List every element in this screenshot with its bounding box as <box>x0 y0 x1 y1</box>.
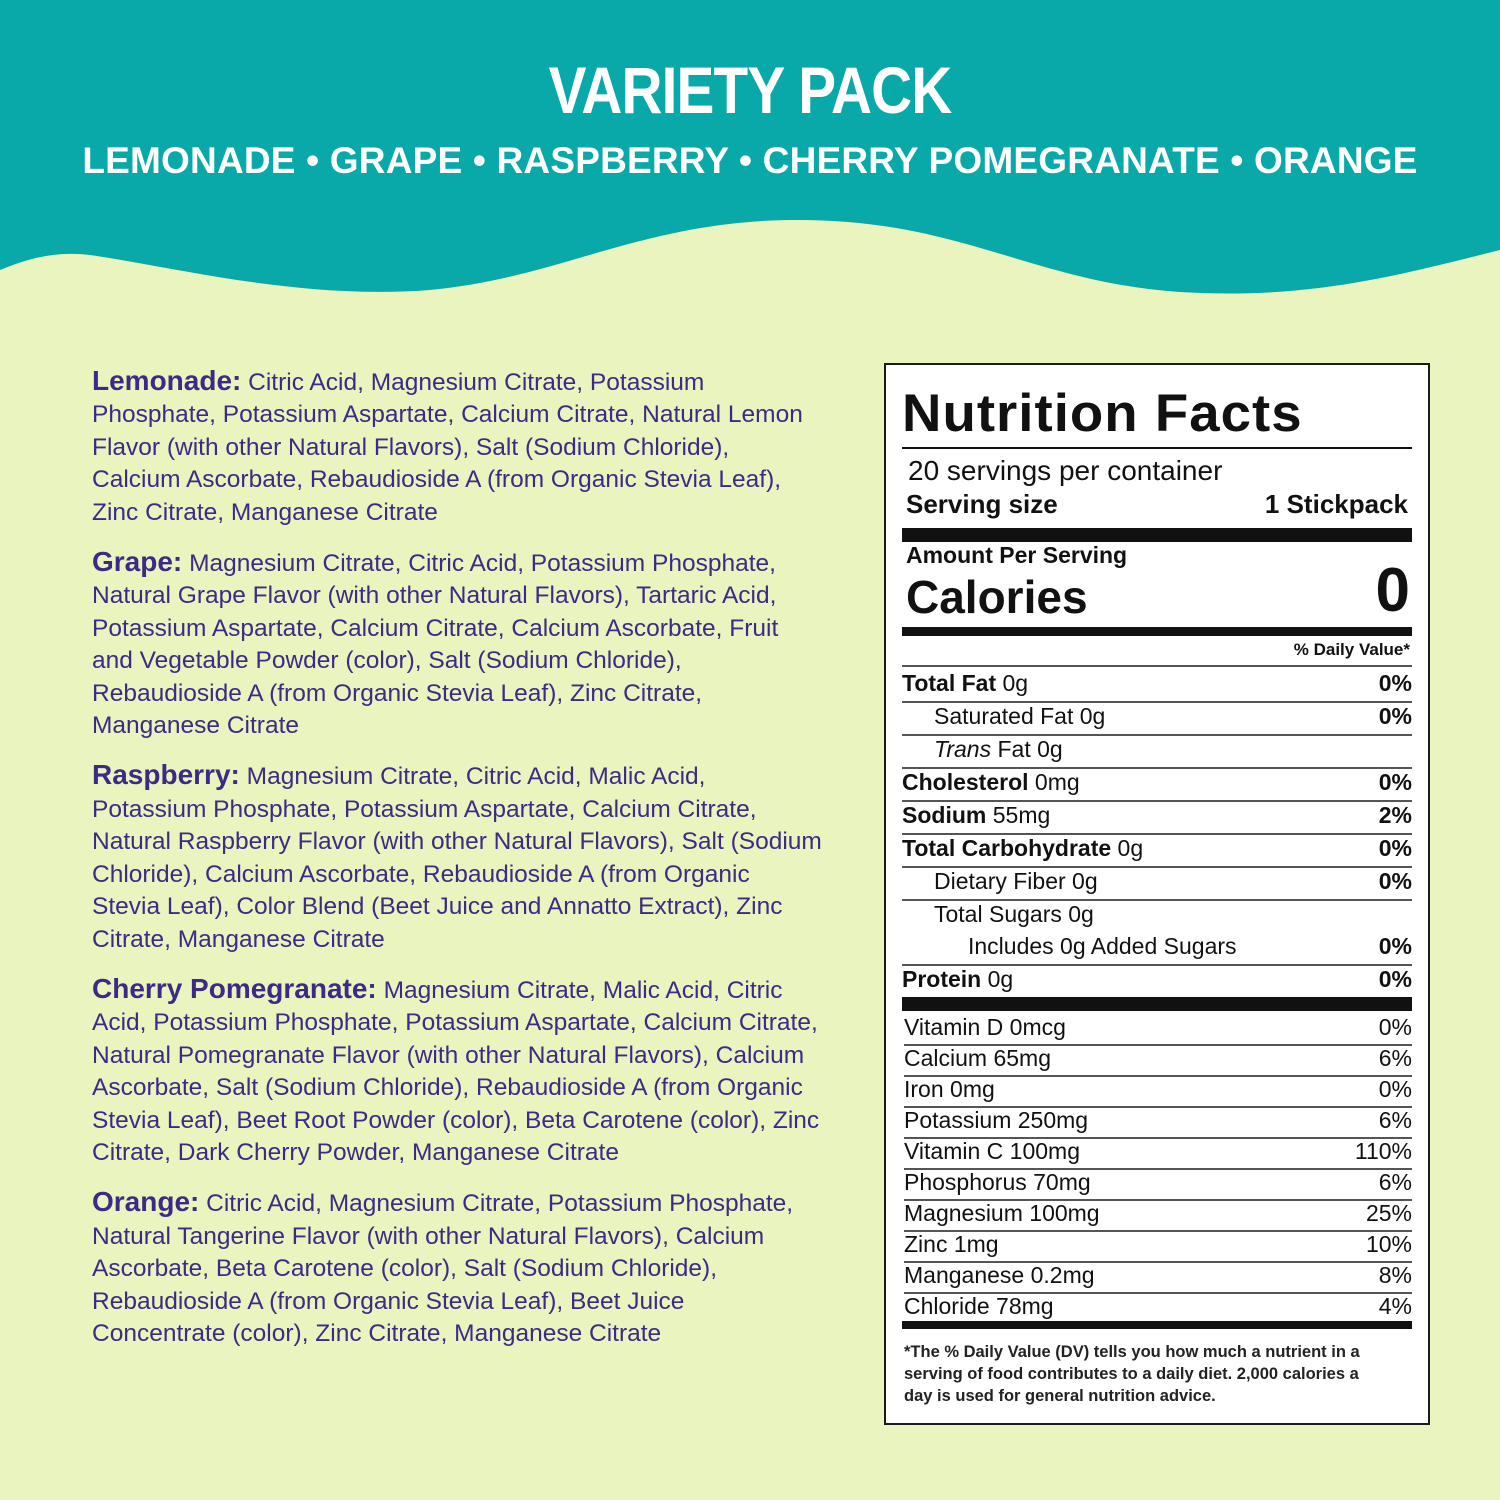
vitamin-label: Chloride 78mg <box>904 1293 1054 1319</box>
nutrient-amount: 0mg <box>1028 769 1080 795</box>
vitamin-row <box>904 1106 1412 1139</box>
nutrient-row-saturated-fat <box>902 701 1412 736</box>
vitamin-label: Phosphorus 70mg <box>904 1169 1091 1195</box>
nutrient-name: Saturated Fat 0g <box>934 703 1106 729</box>
nutrient-dv: 0% <box>1378 769 1412 795</box>
page-title: VARIETY PACK <box>548 53 952 127</box>
nutrient-name: Sodium <box>902 802 987 828</box>
nutrient-row-trans-fat <box>902 734 1412 769</box>
flavor-list: LEMONADE • GRAPE • RASPBERRY • CHERRY POMEGRANATE • ORANGE <box>82 140 1418 181</box>
ingredient-block-orange <box>92 1186 822 1350</box>
nutrient-row-sodium <box>902 800 1412 835</box>
ingredient-flavor-name: Raspberry: <box>92 759 240 791</box>
ingredients-section <box>92 365 822 1367</box>
ingredient-block-grape <box>92 546 822 742</box>
divider <box>902 447 1412 449</box>
nutrient-amount: 0g <box>1111 835 1144 861</box>
nutrient-dv: 0% <box>1378 933 1412 959</box>
nutrient-row-protein <box>902 964 1412 997</box>
vitamin-dv: 6% <box>1378 1169 1412 1195</box>
nutrient-row-total-fat <box>902 668 1412 703</box>
serving-size-label: Serving size <box>906 489 1058 519</box>
nutrient-name: Cholesterol <box>902 769 1029 795</box>
nutrient-amount: 55mg <box>986 802 1051 828</box>
nutrient-row-total-carbohydrate <box>902 833 1412 868</box>
ingredient-flavor-name: Lemonade: <box>92 365 242 396</box>
ingredient-text: Citric Acid, Magnesium Citrate, Potassium Phosphate, Potassium Aspartate, Calcium Citrate, Natural Lemon Flavor (with other Natural Flavors), Salt (Sodium Chloride), Calcium Ascorbate, Rebaudioside A (from Organic Stevia Leaf), Zinc Citrate, Manganese Citrate <box>92 369 803 526</box>
vitamin-label: Magnesium 100mg <box>904 1200 1100 1226</box>
serving-size-value: 1 Stickpack <box>1264 489 1408 519</box>
nutrient-amount: Fat 0g <box>991 736 1063 762</box>
vitamin-dv: 0% <box>1378 1076 1412 1102</box>
vitamin-row <box>904 1230 1412 1263</box>
daily-value-header: % Daily Value* <box>1293 640 1410 659</box>
ingredient-text: Citric Acid, Magnesium Citrate, Potassium Phosphate, Natural Tangerine Flavor (with other Natural Flavors), Calcium Ascorbate, Beta Carotene (color), Salt (Sodium Chloride), Rebaudioside A (from Organic Stevia Leaf), Beet Juice Concentrate (color), Zinc Citrate, Manganese Citrate <box>92 1190 794 1347</box>
vitamin-label: Potassium 250mg <box>904 1107 1089 1133</box>
thick-divider <box>902 528 1412 542</box>
nutrient-name-italic: Trans <box>934 736 992 762</box>
calories-value: 0 <box>1375 556 1410 625</box>
serving-size <box>906 489 1408 520</box>
vitamin-dv: 4% <box>1378 1293 1412 1319</box>
medium-divider <box>902 627 1412 636</box>
nutrient-dv: 2% <box>1378 802 1412 828</box>
vitamin-label: Calcium 65mg <box>904 1045 1051 1071</box>
ingredient-block-raspberry <box>92 759 822 955</box>
nutrient-dv: 0% <box>1378 868 1412 894</box>
vitamin-row <box>904 1168 1412 1201</box>
nutrition-facts-panel <box>884 363 1430 1425</box>
vitamin-row <box>904 1075 1412 1108</box>
vitamin-row <box>904 1199 1412 1232</box>
nutrient-name: Total Fat <box>902 670 997 696</box>
nutrient-dv: 0% <box>1378 966 1412 992</box>
ingredient-flavor-name: Cherry Pomegranate: <box>92 972 377 1004</box>
nutrient-row-dietary-fiber <box>902 866 1412 901</box>
amount-per-serving: Amount Per Serving <box>906 542 1128 568</box>
thick-divider <box>902 997 1412 1011</box>
ingredient-text: Magnesium Citrate, Citric Acid, Malic Acid, Potassium Phosphate, Potassium Aspartate, Calcium Citrate, Natural Raspberry Flavor (with other Natural Flavors), Salt (Sodium Chloride), Calcium Ascorbate, Rebaudioside A (from Organic Stevia Leaf), Color Blend (Beet Juice and Annatto Extract), Zinc Citrate, Manganese Citrate <box>92 763 822 953</box>
ingredient-block-lemonade <box>92 365 822 529</box>
vitamin-label: Vitamin C 100mg <box>904 1138 1080 1164</box>
vitamin-dv: 110% <box>1354 1138 1412 1164</box>
nutrient-row-added-sugars <box>902 931 1412 966</box>
calories-label: Calories <box>906 571 1088 623</box>
vitamin-label: Manganese 0.2mg <box>904 1262 1095 1288</box>
vitamin-row <box>904 1013 1412 1046</box>
vitamin-label: Vitamin D 0mcg <box>904 1014 1066 1040</box>
nutrient-amount: 0g <box>981 966 1014 992</box>
vitamin-dv: 6% <box>1378 1107 1412 1133</box>
nutrient-name: Total Carbohydrate <box>902 835 1112 861</box>
servings-per-container: 20 servings per container <box>908 455 1223 486</box>
ingredient-text: Magnesium Citrate, Citric Acid, Potassium Phosphate, Natural Grape Flavor (with other Natural Flavors), Tartaric Acid, Potassium Aspartate, Calcium Citrate, Calcium Ascorbate, Fruit and Vegetable Powder (color), Salt (Sodium Chloride), Rebaudioside A (from Organic Stevia Leaf), Zinc Citrate, Manganese Citrate <box>92 550 779 740</box>
vitamin-label: Iron 0mg <box>904 1076 995 1102</box>
vitamin-row <box>904 1292 1412 1323</box>
nutrient-dv: 0% <box>1378 670 1412 696</box>
vitamin-dv: 0% <box>1378 1014 1412 1040</box>
vitamin-row <box>904 1044 1412 1077</box>
vitamin-row <box>904 1261 1412 1294</box>
nutrient-row-total-sugars <box>902 899 1412 932</box>
vitamin-label: Zinc 1mg <box>904 1231 999 1257</box>
nutrient-name: Includes 0g Added Sugars <box>968 933 1237 959</box>
divider <box>902 665 1412 667</box>
nutrient-name: Total Sugars 0g <box>934 901 1094 927</box>
ingredient-flavor-name: Grape: <box>92 546 183 578</box>
vitamin-dv: 10% <box>1365 1231 1412 1257</box>
vitamin-dv: 25% <box>1365 1200 1412 1226</box>
vitamin-row <box>904 1137 1412 1170</box>
header-banner <box>0 0 1500 300</box>
ingredient-flavor-name: Orange: <box>92 1186 200 1218</box>
nutrient-name: Protein <box>902 966 982 992</box>
nutrient-name: Dietary Fiber 0g <box>934 868 1098 894</box>
daily-value-footnote: *The % Daily Value (DV) tells you how much a nutrient in a serving of food contributes to a daily diet. 2,000 calories a day is used for general nutrition advice. <box>904 1343 1360 1405</box>
nutrition-title: Nutrition Facts <box>902 384 1303 443</box>
vitamin-dv: 6% <box>1378 1045 1412 1071</box>
nutrient-amount: 0g <box>996 670 1029 696</box>
ingredient-text: Magnesium Citrate, Malic Acid, Citric Acid, Potassium Phosphate, Potassium Aspartate, Calcium Citrate, Natural Pomegranate Flavor (with other Natural Flavors), Calcium Ascorbate, Salt (Sodium Chloride), Rebaudioside A (from Organic Stevia Leaf), Beet Root Powder (color), Beta Carotene (color), Zinc Citrate, Dark Cherry Powder, Manganese Citrate <box>92 976 820 1166</box>
medium-divider <box>902 1321 1412 1329</box>
nutrient-row-cholesterol <box>902 767 1412 802</box>
nutrient-dv: 0% <box>1378 703 1412 729</box>
nutrient-dv: 0% <box>1378 835 1412 861</box>
vitamin-dv: 8% <box>1378 1262 1412 1288</box>
ingredient-block-cherry-pomegranate <box>92 973 822 1169</box>
